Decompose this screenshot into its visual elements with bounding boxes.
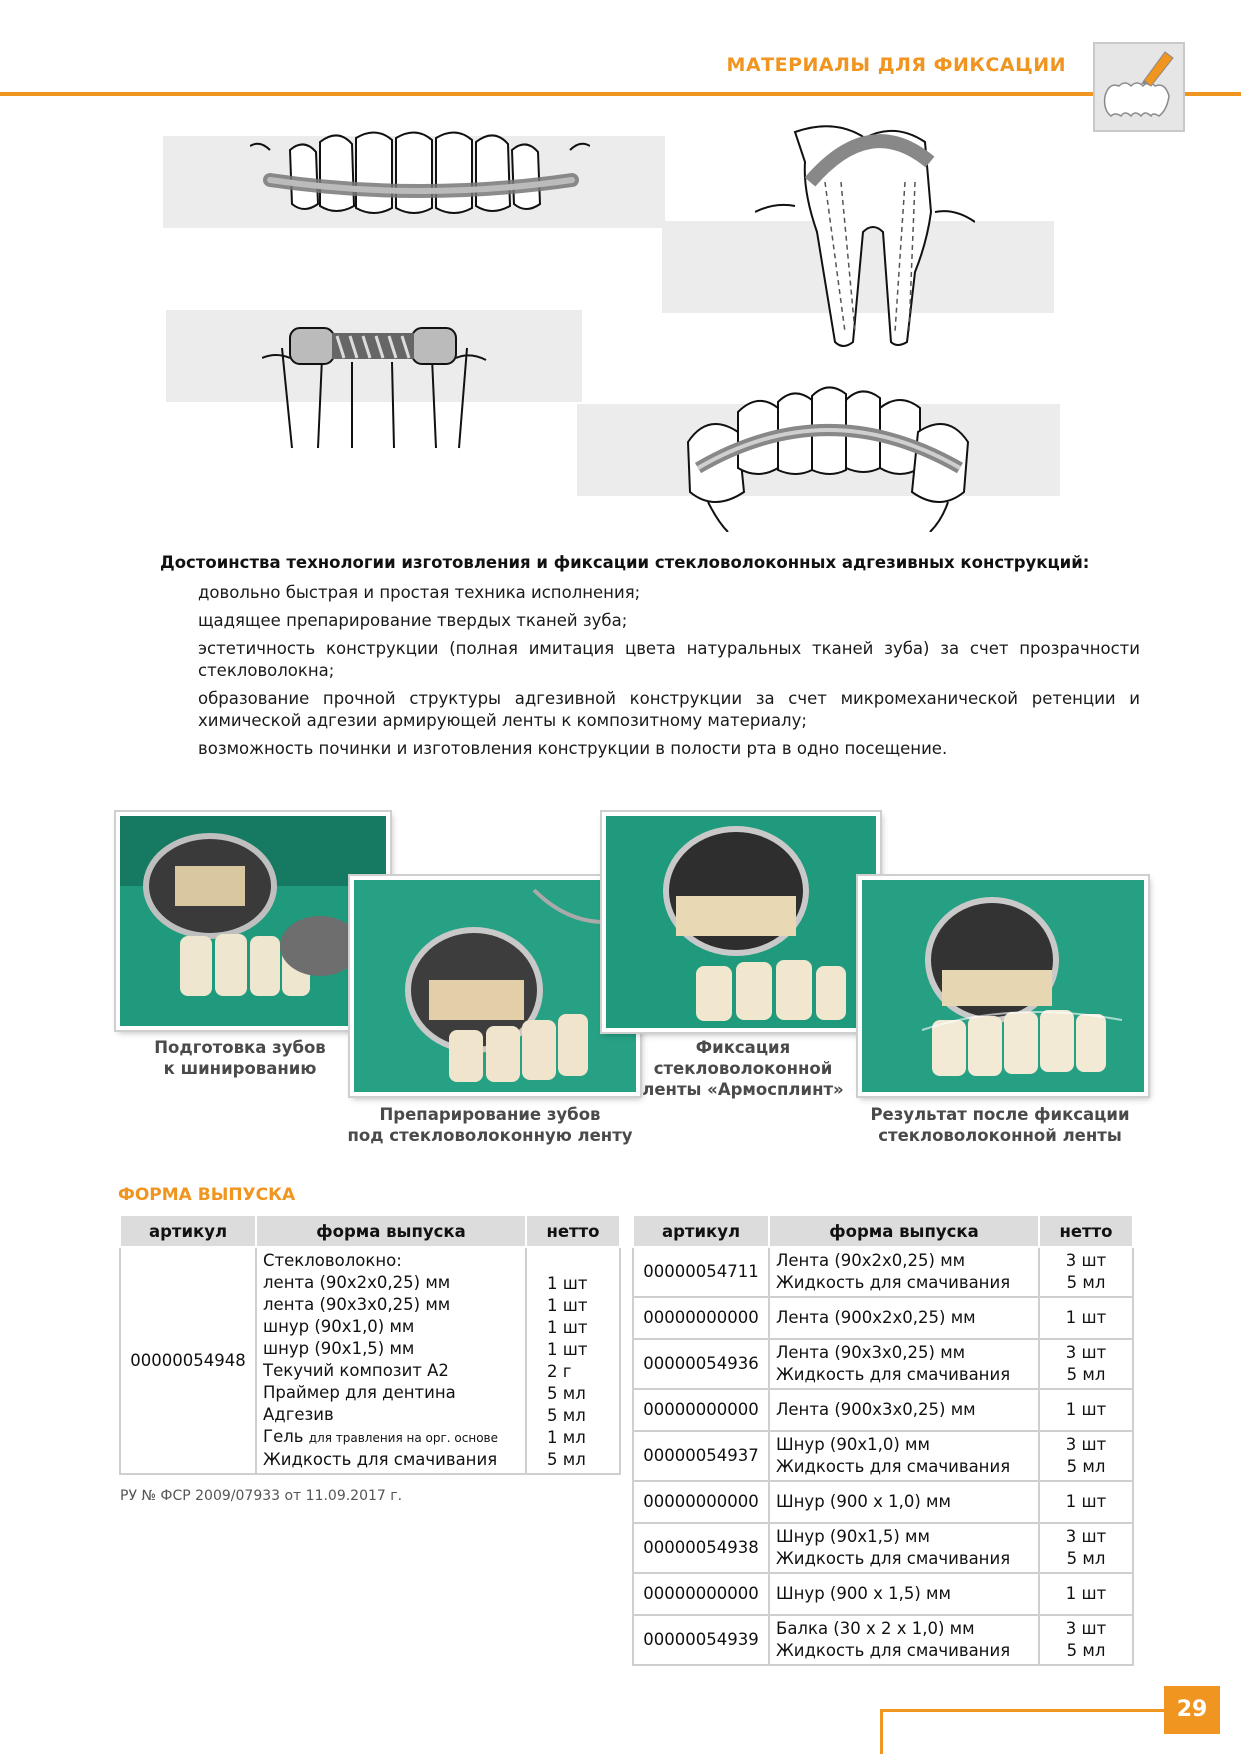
product-form-cell: [769, 1339, 1039, 1389]
product-line: Праймер для дентина: [263, 1383, 456, 1402]
netto-line: 1 шт: [547, 1273, 588, 1293]
netto-line: 3 шт: [1065, 1251, 1107, 1270]
product-line: Шнур (900 х 1,5) мм: [776, 1584, 951, 1603]
product-line: Жидкость для смачивания: [776, 1365, 1011, 1384]
netto-cell: [1039, 1481, 1133, 1523]
photo-caption: [128, 1037, 352, 1079]
photo-caption-line: стекловолоконной ленты: [878, 1126, 1122, 1145]
netto-line: 1 шт: [547, 1317, 588, 1337]
photo-caption: [630, 1037, 856, 1100]
product-line: Лента (90х2х0,25) мм: [776, 1251, 966, 1270]
product-line: Балка (30 х 2 х 1,0) мм: [776, 1619, 975, 1638]
table-row: [633, 1389, 1133, 1431]
product-form-cell: [769, 1615, 1039, 1665]
product-form-cell: [769, 1481, 1039, 1523]
photo-caption-line: стекловолоконной: [653, 1059, 833, 1078]
netto-line: 5 мл: [547, 1449, 586, 1469]
product-line: Шнур (900 х 1,0) мм: [776, 1492, 951, 1511]
list-item: образование прочной структуры адгезивной конструкции за счет микромеханической ретенции и химической адгезии армирующей ленты к композитному материалу;: [198, 689, 1140, 730]
table-row: [633, 1573, 1133, 1615]
article-code: 00000054938: [633, 1523, 769, 1573]
tooth-applicator-icon: [1093, 42, 1185, 132]
photo-caption-line: Результат после фиксации: [870, 1105, 1130, 1124]
netto-line: 1 шт: [547, 1339, 588, 1359]
product-line: лента (90х2х0,25) мм: [263, 1273, 451, 1292]
table-row: [633, 1247, 1133, 1297]
article-code: 00000000000: [633, 1573, 769, 1615]
advantages-list: [198, 582, 1140, 766]
netto-line: 5 мл: [1066, 1365, 1106, 1384]
netto-line: 1 шт: [1065, 1584, 1107, 1603]
netto-line: 3 шт: [1065, 1343, 1107, 1362]
table-row: [633, 1523, 1133, 1573]
netto-cell: [1039, 1615, 1133, 1665]
footer-rule: [880, 1709, 1165, 1712]
netto-line: 5 мл: [1066, 1641, 1106, 1660]
product-form-cell: [769, 1389, 1039, 1431]
photo-caption-line: Фиксация: [695, 1038, 791, 1057]
product-line: шнур (90х1,0) мм: [263, 1317, 415, 1336]
product-line: Текучий композит А2: [263, 1361, 449, 1380]
product-line: Жидкость для смачивания: [263, 1450, 498, 1469]
list-item: довольно быстрая и простая техника исполнения;: [198, 583, 641, 602]
photo-caption: [340, 1104, 640, 1146]
column-header: нетто: [526, 1215, 620, 1247]
netto-cell: [1039, 1523, 1133, 1573]
photo-fixation-result: [858, 876, 1148, 1096]
netto-line: 5 мл: [547, 1405, 586, 1425]
advantages-title: Достоинства технологии изготовления и фиксации стекловолоконных адгезивных конструкций:: [160, 553, 1090, 572]
table-row: [633, 1481, 1133, 1523]
photo-caption-line: ленты «Армосплинт»: [642, 1080, 844, 1099]
product-form-cell: [256, 1247, 526, 1474]
article-code: 00000000000: [633, 1481, 769, 1523]
product-line: [263, 1426, 519, 1449]
netto-line: 3 шт: [1065, 1619, 1107, 1638]
netto-cell: [1039, 1297, 1133, 1339]
table-row: [633, 1297, 1133, 1339]
netto-cell: [1039, 1389, 1133, 1431]
product-line: Лента (900х3х0,25) мм: [776, 1400, 976, 1419]
netto-line: 2 г: [547, 1361, 572, 1381]
photo-tape-fixation: [602, 812, 880, 1032]
product-form-cell: [769, 1247, 1039, 1297]
bridge-splint-drawing: [262, 318, 492, 458]
netto-line: 5 мл: [1066, 1457, 1106, 1476]
list-item: возможность починки и изготовления конструкции в полости рта в одно посещение.: [198, 739, 948, 758]
netto-line: 5 мл: [547, 1383, 586, 1403]
netto-cell: [1039, 1247, 1133, 1297]
product-line: Жидкость для смачивания: [776, 1457, 1011, 1476]
registration-note: РУ № ФСР 2009/07933 от 11.09.2017 г.: [120, 1488, 403, 1504]
footer-rule: [880, 1709, 883, 1754]
product-line: лента (90х3х0,25) мм: [263, 1295, 451, 1314]
product-line: Лента (900х2х0,25) мм: [776, 1308, 976, 1327]
table-row: [633, 1339, 1133, 1389]
article-code: 00000054711: [633, 1247, 769, 1297]
netto-line: 5 мл: [1066, 1273, 1106, 1292]
column-header: форма выпуска: [256, 1215, 526, 1247]
table-row: [633, 1431, 1133, 1481]
netto-line: 1 шт: [547, 1295, 588, 1315]
product-line: Шнур (90х1,0) мм: [776, 1435, 930, 1454]
netto-line: 1 шт: [1065, 1400, 1107, 1419]
product-name: Гель: [263, 1427, 304, 1446]
molar-canal-fiber-drawing: [755, 112, 975, 352]
table-row: [120, 1247, 620, 1474]
section-title: ФОРМА ВЫПУСКА: [118, 1185, 296, 1205]
netto-line: 3 шт: [1065, 1527, 1107, 1546]
photo-caption-line: Подготовка зубов: [154, 1038, 326, 1057]
photo-caption-line: к шинированию: [163, 1059, 317, 1078]
product-line: Адгезив: [263, 1405, 334, 1424]
netto-line: 3 шт: [1065, 1435, 1107, 1454]
front-teeth-splint-drawing: [250, 130, 590, 240]
photo-teeth-preparation: [116, 812, 390, 1030]
table-header-row: [633, 1215, 1133, 1247]
article-code: 00000000000: [633, 1297, 769, 1339]
netto-line: 1 мл: [547, 1427, 586, 1447]
netto-cell: [526, 1247, 620, 1474]
product-form-cell: [769, 1523, 1039, 1573]
column-header: артикул: [120, 1215, 256, 1247]
page-number: 29: [1164, 1686, 1220, 1734]
product-line: Лента (90х3х0,25) мм: [776, 1343, 966, 1362]
photo-caption-line: под стекловолоконную ленту: [347, 1126, 633, 1145]
table-header-row: [120, 1215, 620, 1247]
release-form-table-right: [632, 1214, 1134, 1666]
product-form-cell: [769, 1573, 1039, 1615]
list-item: щадящее препарирование твердых тканей зуба;: [198, 611, 628, 630]
netto-line: 1 шт: [1065, 1308, 1107, 1327]
article-code: 00000054936: [633, 1339, 769, 1389]
product-form-cell: [769, 1297, 1039, 1339]
release-form-table-left: [119, 1214, 621, 1475]
page-section-title: МАТЕРИАЛЫ ДЛЯ ФИКСАЦИИ: [726, 54, 1066, 76]
article-code: 00000054939: [633, 1615, 769, 1665]
photo-caption: [860, 1104, 1140, 1146]
netto-line: [547, 1251, 613, 1273]
netto-cell: [1039, 1431, 1133, 1481]
article-code: 00000054937: [633, 1431, 769, 1481]
product-form-cell: [769, 1431, 1039, 1481]
product-line: Стекловолокно:: [263, 1251, 402, 1270]
product-note: для травления на орг. основе: [308, 1431, 499, 1445]
column-header: нетто: [1039, 1215, 1133, 1247]
column-header: артикул: [633, 1215, 769, 1247]
article-code: 00000000000: [633, 1389, 769, 1431]
table-row: [633, 1615, 1133, 1665]
product-line: Жидкость для смачивания: [776, 1273, 1011, 1292]
product-line: Жидкость для смачивания: [776, 1549, 1011, 1568]
list-item: эстетичность конструкции (полная имитация цвета натуральных тканей зуба) за счет прозрачности стекловолокна;: [198, 639, 1140, 680]
netto-line: 5 мл: [1066, 1549, 1106, 1568]
netto-cell: [1039, 1573, 1133, 1615]
netto-line: 1 шт: [1065, 1492, 1107, 1511]
product-line: Шнур (90х1,5) мм: [776, 1527, 930, 1546]
lower-arch-splint-drawing: [678, 372, 978, 532]
article-code: 00000054948: [120, 1247, 256, 1474]
photo-teeth-preparing-for-tape: [350, 876, 640, 1096]
header-rule: [0, 92, 1241, 96]
product-line: шнур (90х1,5) мм: [263, 1339, 415, 1358]
column-header: форма выпуска: [769, 1215, 1039, 1247]
netto-cell: [1039, 1339, 1133, 1389]
photo-caption-line: Препарирование зубов: [379, 1105, 601, 1124]
product-line: Жидкость для смачивания: [776, 1641, 1011, 1660]
